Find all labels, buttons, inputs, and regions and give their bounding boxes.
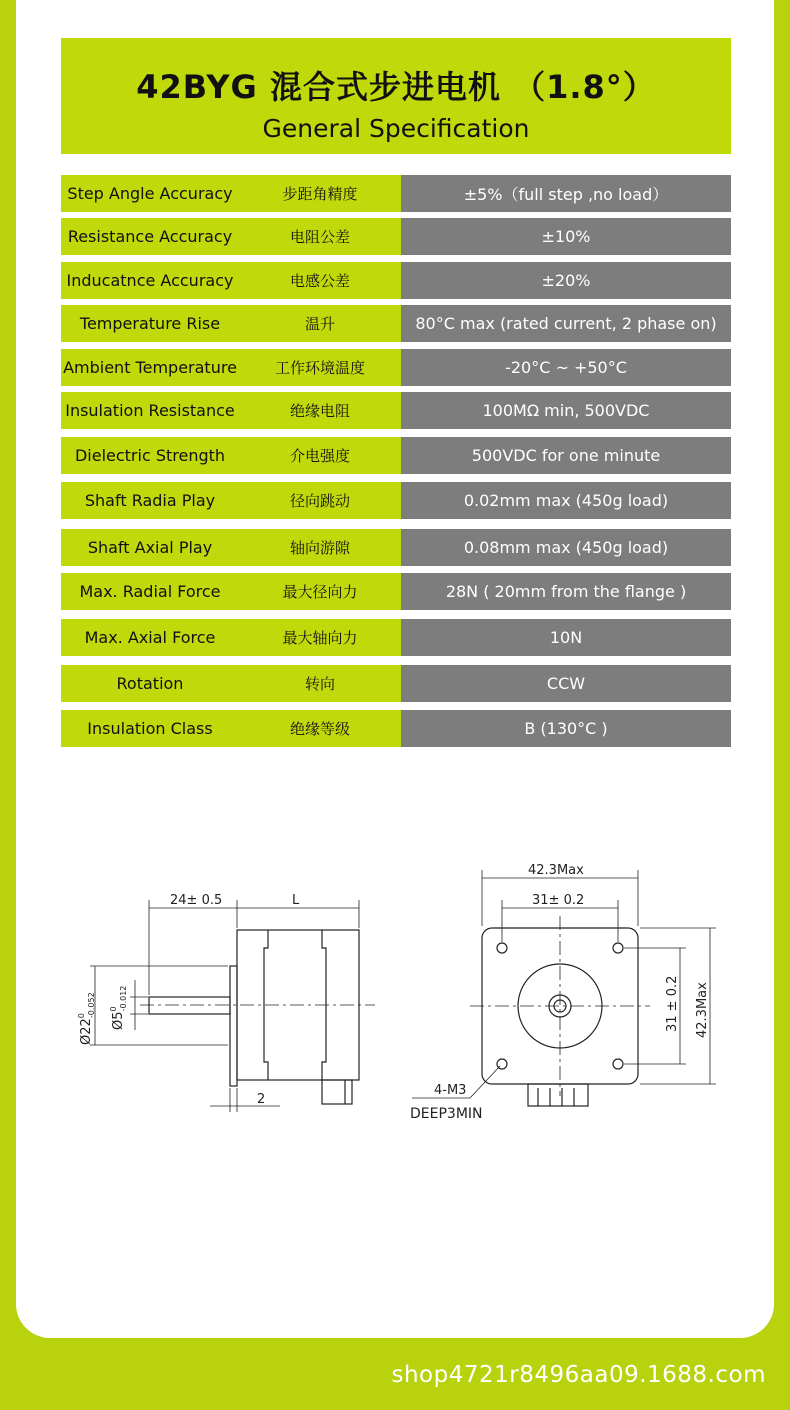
spec-label-cn: 绝缘电阻 xyxy=(289,402,350,420)
spec-value: 500VDC for one minute xyxy=(401,437,731,474)
spec-header xyxy=(61,38,731,154)
spec-label-cell xyxy=(61,437,401,474)
motor-flange xyxy=(230,966,237,1086)
page-subtitle: General Specification xyxy=(262,114,530,143)
spec-value: 0.08mm max (450g load) xyxy=(401,529,731,566)
spec-row xyxy=(61,392,731,429)
spec-label-cell xyxy=(61,218,401,255)
mount-hole xyxy=(613,943,623,953)
spec-label-cell xyxy=(61,305,401,342)
spec-label-en: Temperature Rise xyxy=(79,314,221,333)
spec-label-cell xyxy=(61,392,401,429)
motor-dimension-drawing xyxy=(60,840,740,1150)
spec-label-cell xyxy=(61,573,401,610)
spec-label-cn: 径向跳动 xyxy=(289,492,350,510)
spec-value: ±20% xyxy=(401,262,731,299)
spec-row xyxy=(61,665,731,702)
shop-url[interactable]: shop4721r8496aa09.1688.com xyxy=(391,1362,766,1388)
spec-row xyxy=(61,710,731,747)
spec-label-en: Ambient Temperature xyxy=(63,358,237,377)
spec-label-cell xyxy=(61,665,401,702)
spec-label-en: Resistance Accuracy xyxy=(67,227,233,246)
spec-label-en: Insulation Class xyxy=(87,719,213,738)
spec-row xyxy=(61,175,731,212)
spec-label-cn: 最大轴向力 xyxy=(282,629,358,647)
spec-label-cn: 电阻公差 xyxy=(289,228,350,246)
spec-row xyxy=(61,529,731,566)
dim-boss-dia: $Ø22^0-0.052$ xyxy=(77,992,96,1045)
spec-label-cn: 绝缘等级 xyxy=(289,720,350,738)
dim-body-length: L xyxy=(292,893,300,908)
spec-label-cell xyxy=(61,529,401,566)
connector-front xyxy=(528,1084,588,1106)
spec-label-cell xyxy=(61,262,401,299)
spec-label-cell xyxy=(61,619,401,656)
page-title: 42BYG 混合式步进电机 （1.8°） xyxy=(136,68,656,106)
spec-value: 28N ( 20mm from the flange ) xyxy=(401,573,731,610)
mount-hole xyxy=(497,943,507,953)
spec-row xyxy=(61,619,731,656)
spec-label-en: Insulation Resistance xyxy=(65,401,235,420)
spec-value: CCW xyxy=(401,665,731,702)
spec-value: -20°C ~ +50°C xyxy=(401,349,731,386)
hole-label: 4-M3 xyxy=(434,1083,467,1098)
spec-label-en: Shaft Radia Play xyxy=(84,491,216,510)
dim-shaft-dia: $Ø5^0-0.012$ xyxy=(109,985,128,1030)
spec-label-en: Max. Radial Force xyxy=(79,582,221,601)
spec-label-cn: 步距角精度 xyxy=(282,185,358,203)
dim-shaft-length: 24± 0.5 xyxy=(170,893,223,908)
spec-label-cn: 工作环境温度 xyxy=(274,359,365,377)
spec-label-cn: 最大径向力 xyxy=(282,583,358,601)
spec-row xyxy=(61,262,731,299)
dim-front-height: 42.3Max xyxy=(695,982,710,1038)
spec-value: 0.02mm max (450g load) xyxy=(401,482,731,519)
spec-value: 100MΩ min, 500VDC xyxy=(401,392,731,429)
spec-label-en: Rotation xyxy=(116,674,184,693)
spec-value: ±5%（full step ,no load） xyxy=(401,175,731,212)
spec-label-en: Step Angle Accuracy xyxy=(67,184,233,203)
spec-label-cn: 轴向游隙 xyxy=(289,539,350,557)
spec-row xyxy=(61,437,731,474)
spec-label-en: Shaft Axial Play xyxy=(87,538,213,557)
connector-side xyxy=(322,1080,352,1104)
spec-label-cell xyxy=(61,482,401,519)
spec-label-cn: 转向 xyxy=(304,675,335,693)
hole-depth: DEEP3MIN xyxy=(410,1106,483,1122)
dim-hole-spacing: 31± 0.2 xyxy=(532,893,585,908)
spec-row xyxy=(61,573,731,610)
mount-hole xyxy=(613,1059,623,1069)
spec-value: 10N xyxy=(401,619,731,656)
spec-row xyxy=(61,218,731,255)
spec-label-cell xyxy=(61,349,401,386)
spec-label-cn: 温升 xyxy=(304,315,335,333)
spec-value: B (130°C ) xyxy=(401,710,731,747)
spec-value: ±10% xyxy=(401,218,731,255)
dim-flange-thickness: 2 xyxy=(257,1092,266,1107)
spec-label-en: Max. Axial Force xyxy=(84,628,216,647)
spec-row xyxy=(61,482,731,519)
spec-label-cell xyxy=(61,710,401,747)
spec-label-en: Inducatnce Accuracy xyxy=(66,271,234,290)
spec-label-cn: 介电强度 xyxy=(289,447,350,465)
dim-hole-spacing-vertical: 31 ± 0.2 xyxy=(665,975,680,1032)
dim-front-width: 42.3Max xyxy=(528,863,584,878)
spec-row xyxy=(61,349,731,386)
spec-label-cn: 电感公差 xyxy=(289,272,350,290)
motor-shaft xyxy=(149,997,230,1014)
spec-label-en: Dielectric Strength xyxy=(74,446,226,465)
spec-row xyxy=(61,305,731,342)
spec-value: 80°C max (rated current, 2 phase on) xyxy=(401,305,731,342)
spec-label-cell xyxy=(61,175,401,212)
